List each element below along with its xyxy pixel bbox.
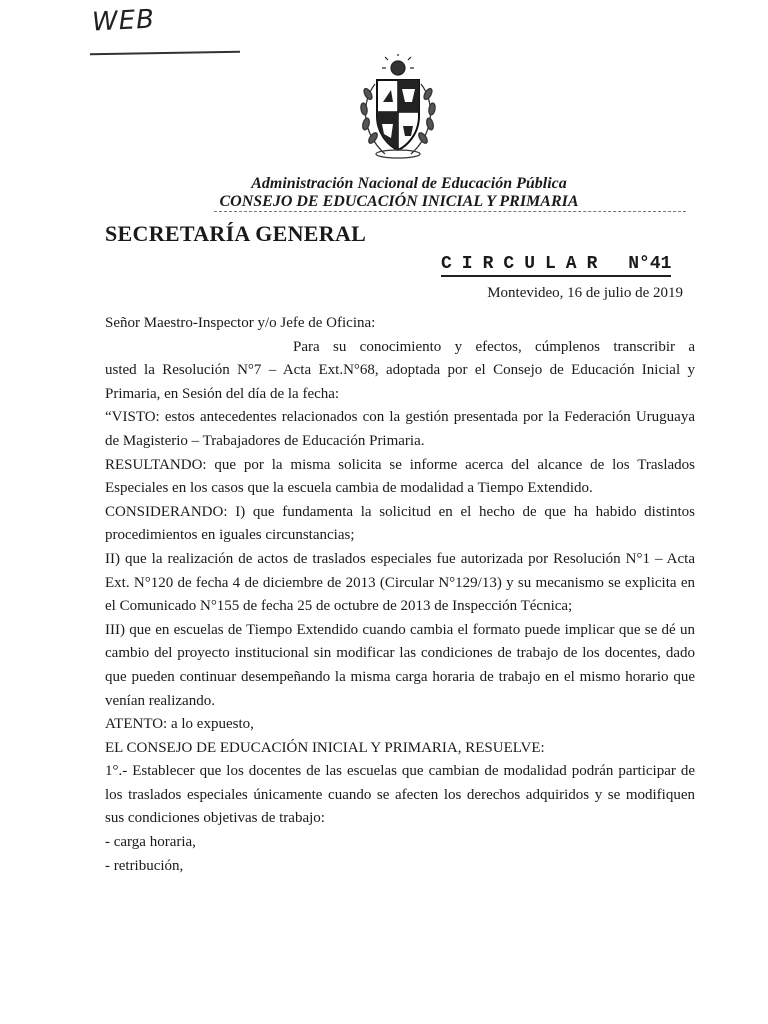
- salutation: Señor Maestro-Inspector y/o Jefe de Oficina:: [105, 315, 376, 331]
- paragraph-atento: ATENTO: a lo expuesto,: [105, 716, 254, 733]
- document-date: Montevideo, 16 de julio de 2019: [487, 285, 683, 301]
- circular-number: N°41: [628, 254, 672, 274]
- paragraph-considerando-iii: III) que en escuelas de Tiempo Extendido cuando cambia el formato puede implicar que se dé un cambio del proyecto institucional sin modificar las condiciones de trabajo de los docentes, dado que pueden continuar desempeñando la misma carga horaria de trabajo en el mismo horario que venían realizando.: [105, 621, 695, 709]
- paragraph-intro: Para su conocimiento y efectos, cúmplenos transcribir a: [293, 338, 695, 355]
- paragraph-resuelve: EL CONSEJO DE EDUCACIÓN INICIAL Y PRIMARIA, RESUELVE:: [105, 739, 545, 756]
- handwritten-underline: [90, 51, 240, 57]
- council-name: CONSEJO DE EDUCACIÓN INICIAL Y PRIMARIA: [219, 193, 579, 210]
- document-body: [105, 312, 695, 878]
- coat-of-arms-emblem: [355, 54, 441, 164]
- list-item: - retribución,: [105, 857, 184, 874]
- circular-label: CIRCULAR: [441, 254, 608, 274]
- circular-heading: [441, 253, 671, 277]
- paragraph-considerando-ii: II) que la realización de actos de traslados especiales fue autorizada por Resolución N°1 – Acta Ext. N°120 de fecha 4 de diciembre de 2013 (Circular N°129/13) y su mecanismo se explicita en el Comunicado N°155 de fecha 25 de octubre de 2013 de Inspección Técnica;: [105, 550, 695, 615]
- list-item: - carga horaria,: [105, 834, 196, 851]
- paragraph-visto: “VISTO: estos antecedentes relacionados con la gestión presentada por la Federación Uruguaya de Magisterio – Trabajadores de Educación Primaria.: [105, 409, 695, 449]
- paragraph-article-1: 1°.- Establecer que los docentes de las escuelas que cambian de modalidad podrán participar de los traslados especiales únicamente cuando se afecten los derechos adquiridos y se modifiquen sus condiciones objetivas de trabajo:: [105, 763, 695, 827]
- section-title: SECRETARÍA GENERAL: [105, 221, 367, 246]
- paragraph-resolution: usted la Resolución N°7 – Acta Ext.N°68, adoptada por el Consejo de Educación Inicial y Primaria, en Sesión del día de la fecha:: [105, 362, 695, 402]
- header-divider: [214, 211, 686, 212]
- paragraph-considerando: CONSIDERANDO: I) que fundamenta la solicitud en el hecho de que ha habido distintos procedimientos en iguales circunstancias;: [105, 503, 695, 544]
- handwritten-note: WEB: [91, 4, 156, 38]
- institution-name: Administración Nacional de Educación Pública: [251, 175, 567, 192]
- paragraph-resultando: RESULTANDO: que por la misma solicita se informe acerca del alcance de los Traslados Especiales en los casos que la escuela cambia de modalidad a Tiempo Extendido.: [105, 456, 695, 497]
